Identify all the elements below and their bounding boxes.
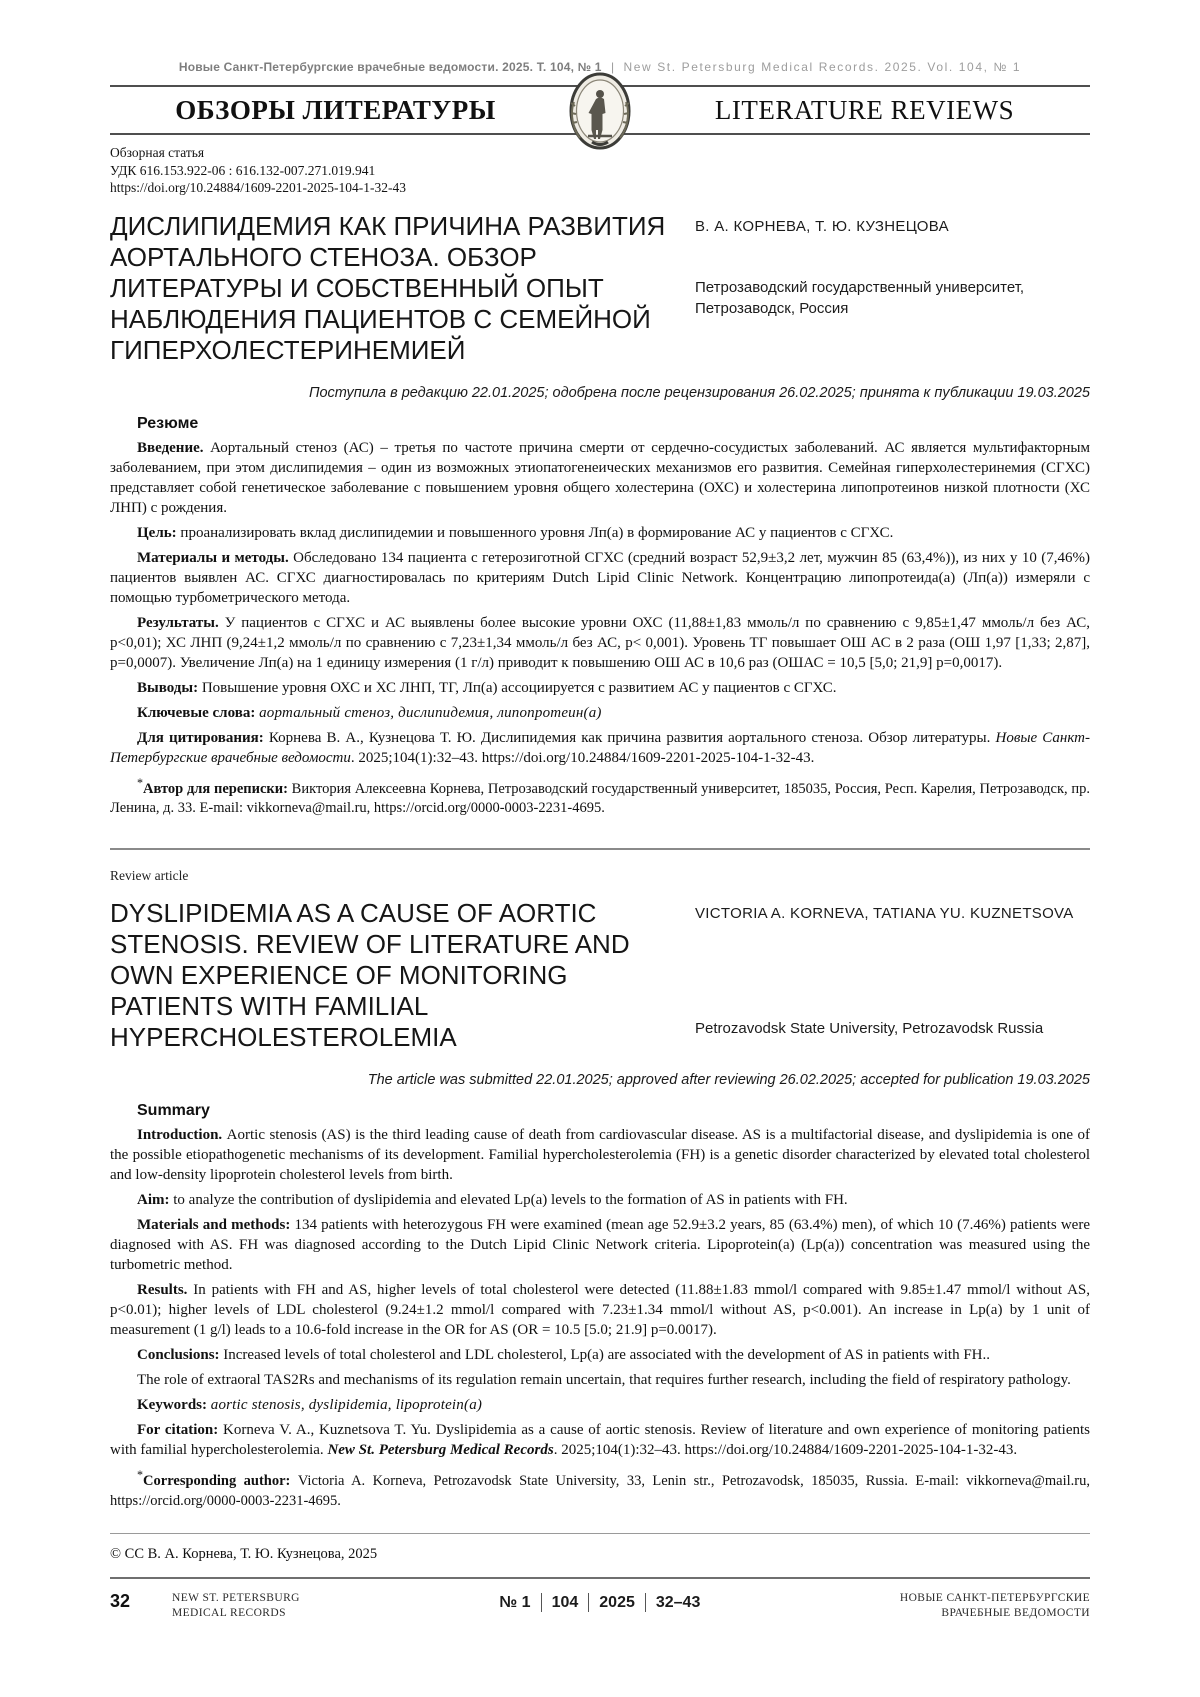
corresponding-text: Victoria A. Korneva, Petrozavodsk State University, 33, Lenin str., Petrozavodsk, 185035, Russia. E-mail: vikkorneva@mail.ru, https://orcid.org/0000-0003-2231-4695. (110, 1473, 1090, 1510)
abstract-paragraph-methods-ru (110, 548, 1090, 608)
citation-ru (110, 728, 1090, 768)
keywords-en (110, 1395, 1090, 1415)
paragraph-text: Increased levels of total cholesterol and LDL cholesterol, Lp(a) are associated with the development of AS in patients with FH.. (223, 1347, 990, 1364)
paragraph-text: Обследовано 134 пациента с гетерозиготной СГХС (средний возраст 52,9±3,2 лет, мужчин 85 (63,4%)), из них у 10 (7,46%) пациентов выявлен АС. СГХС диагностировалась по критериям Dutch Lipid Clinic Network. Концентрацию липопротеида(а) (Лп(а)) измеряли с помощью турбометрического метода. (110, 549, 1090, 606)
paragraph-text: In patients with FH and AS, higher levels of total cholesterol were detected (11.88±1.83 mmol/l compared with 9.85±1.47 mmol/l without AS, p<0.01); higher levels of LDL cholesterol (9.24±1.2 mmol/l compared with 7.23±1.34 mmol/l without AS, p<0.001). An increase in Lp(a) by 1 unit of measurement (1 g/l) leads to a 10.6-fold increase in the OR for AS (OR = 10.5 [5.0; 21.9] p=0.0017). (110, 1282, 1090, 1339)
citation-pre: Корнева В. А., Кузнецова Т. Ю. Дислипидемия как причина развития аортального стеноза. Обзор литературы. (268, 729, 996, 746)
paragraph-text: У пациентов с СГХС и АС выявлены более высокие уровни ОХС (11,88±1,83 ммоль/л по сравнению с 9,85±1,47 ммоль/л без АС, p<0,01); ХС ЛНП (9,24±1,2 ммоль/л по сравнению с 7,23±1,34 ммоль/л без АС, p< 0,001). Уровень ТГ повышает ОШ АС в 2 раза (ОШ 1,97 [1,33; 2,87], p=0,0007). Увеличение Лп(а) на 1 единицу измерения (1 г/л) приводит к повышению ОШ АС в 10,6 раз (ОШАС = 10,5 [5,0; 21,9] p=0,0017). (110, 614, 1091, 671)
corresponding-label: Corresponding author: (143, 1473, 291, 1490)
abstract-paragraph-aim-ru (110, 523, 1090, 543)
copyright-divider-top (110, 1533, 1090, 1534)
footnote-mark: * (137, 775, 144, 790)
article-type-ru: Обзорная статья (110, 145, 205, 160)
citation-label: For citation: (137, 1422, 219, 1439)
running-head-separator: | (610, 60, 615, 74)
journal-emblem-icon (568, 72, 632, 150)
submission-note-ru: Поступила в редакцию 22.01.2025; одобрена после рецензирования 26.02.2025; принята к публикации 19.03.2025 (308, 384, 1090, 401)
article-meta (110, 144, 1090, 197)
affiliation-en: Petrozavodsk State University, Petrozavodsk Russia (695, 1020, 1044, 1038)
footer-journal-en (172, 1591, 300, 1620)
page-footer (110, 1591, 1090, 1620)
abstract-paragraph-results-en (110, 1280, 1090, 1340)
keywords-label: Keywords: (137, 1397, 207, 1414)
footer-separator (541, 1593, 542, 1612)
paragraph-text: Повышение уровня ОХС и ХС ЛНП, ТГ, Лп(а) ассоциируется с развитием АС у пациентов с СГХС. (201, 679, 837, 696)
abstract-paragraph-aim-en (110, 1190, 1090, 1210)
abstract-paragraph-results-ru (110, 613, 1090, 673)
running-head-ru: Новые Санкт-Петербургские врачебные ведомости. 2025. Т. 104, № 1 (178, 60, 602, 74)
paragraph-text: 134 patients with heterozygous FH were examined (mean age 52.9±3.2 years, 85 (63.4%) men), of which 10 (7.46%) patients were diagnosed with AS. FH was diagnosed according to the Dutch Lipid Clinic Network criteria. Lipoprotein(a) (Lp(a)) concentration was measured using the turbometric method. (110, 1217, 1090, 1274)
abstract-paragraph-conclusions-en (110, 1345, 1090, 1365)
citation-journal: Новые Санкт-Петербургские врачебные ведомости (110, 729, 1090, 766)
abstract-paragraph-introduction-en (110, 1125, 1090, 1185)
abstract-paragraph-conclusions-ru (110, 678, 1090, 698)
title-block-en (110, 898, 1090, 1053)
affiliation-ru: Петрозаводский государственный университет, Петрозаводск, Россия (695, 278, 1025, 317)
abstract-heading-en: Summary (137, 1102, 210, 1120)
udc-code: УДК 616.153.922-06 : 616.132-007.271.019.941 (110, 162, 376, 178)
corresponding-author-ru (110, 773, 1090, 819)
citation-post: . 2025;104(1):32–43. https://doi.org/10.24884/1609-2201-2025-104-1-32-43. (553, 1442, 1018, 1459)
paragraph-label: Материалы и методы. (137, 549, 289, 566)
footer-issue-number: № 1 (499, 1593, 531, 1611)
paragraph-text: Aortic stenosis (AS) is the third leading cause of death from cardiovascular disease. AS is a multifactorial disease, and dyslipidemia is one of the possible etiopathogenetic mechanisms of its development. Familial hypercholesterolemia (FH) is a genetic disorder characterized by elevated total cholesterol and low-density lipoprotein cholesterol levels from birth. (110, 1127, 1091, 1184)
keywords-text: аортальный стеноз, дислипидемия, липопротеин(а) (259, 704, 602, 721)
copyright-line: © СС В. А. Корнева, Т. Ю. Кузнецова, 2025 (110, 1546, 378, 1563)
footer-journal-ru (900, 1591, 1090, 1620)
paragraph-label: Цель: (137, 524, 177, 541)
footer-pages: 32–43 (655, 1593, 701, 1611)
abstract-paragraph-introduction-ru (110, 438, 1090, 518)
footnote-mark: * (137, 1468, 144, 1483)
submission-note-en: The article was submitted 22.01.2025; approved after reviewing 26.02.2025; accepted for publication 19.03.2025 (367, 1072, 1090, 1089)
corresponding-text: Виктория Алексеевна Корнева, Петрозаводский государственный университет, 185035, Россия, Респ. Карелия, Петрозаводск, пр. Ленина, д. 33. E-mail: vikkorneva@mail.ru, https://orcid.org/0000-0003-2231-4695. (110, 780, 1091, 817)
paragraph-label: Results. (137, 1282, 188, 1299)
footer-issue-info (300, 1591, 900, 1612)
paragraph-label: Conclusions: (137, 1347, 220, 1364)
section-divider (110, 848, 1090, 850)
corresponding-label: Автор для переписки: (143, 780, 288, 797)
footer-journal-en-line1: NEW ST. PETERSBURG (172, 1592, 300, 1605)
footer-volume: 104 (551, 1593, 579, 1611)
running-head-en: New St. Petersburg Medical Records. 2025. Vol. 104, № 1 (623, 60, 1022, 74)
footer-journal-ru-line1: НОВЫЕ САНКТ-ПЕТЕРБУРГСКИЕ (899, 1592, 1090, 1605)
article-title-en: DYSLIPIDEMIA AS A CAUSE OF AORTIC STENOSIS. REVIEW OF LITERATURE AND OWN EXPERIENCE OF MONITORING PATIENTS WITH FAMILIAL HYPERCHOLESTEROLEMIA (110, 898, 630, 1053)
footer-journal-en-line2: MEDICAL RECORDS (172, 1606, 286, 1619)
paragraph-text: проанализировать вклад дислипидемии и повышенного уровня Лп(а) в формирование АС у пациентов с СГХС. (180, 524, 894, 541)
citation-en (110, 1420, 1090, 1460)
paragraph-text: The role of extraoral TAS2Rs and mechanisms of its regulation remain uncertain, that requires further research, including the field of respiratory pathology. (137, 1372, 1071, 1389)
section-title-en: LITERATURE REVIEWS (714, 94, 1015, 125)
footer-separator (588, 1593, 589, 1612)
doi-link[interactable]: https://doi.org/10.24884/1609-2201-2025-104-1-32-43 (110, 180, 406, 195)
paragraph-label: Materials and methods: (137, 1217, 291, 1234)
paragraph-label: Aim: (137, 1192, 170, 1209)
corresponding-author-en (110, 1465, 1090, 1511)
footer-year: 2025 (599, 1593, 635, 1611)
authors-ru: В. А. КОРНЕВА, Т. Ю. КУЗНЕЦОВА (695, 217, 949, 235)
copyright-divider-bottom (110, 1577, 1090, 1579)
keywords-label: Ключевые слова: (137, 704, 256, 721)
section-title-ru: ОБЗОРЫ ЛИТЕРАТУРЫ (175, 94, 496, 125)
page-number: 32 (110, 1591, 131, 1612)
article-type-en: Review article (110, 868, 189, 884)
citation-label: Для цитирования: (137, 729, 264, 746)
paragraph-label: Выводы: (137, 679, 199, 696)
citation-pre: Korneva V. A., Kuznetsova T. Yu. Dyslipidemia as a cause of aortic stenosis. Review of literature and own experience of monitoring patients with familial hypercholesterolemia. (110, 1422, 1090, 1459)
abstract-paragraph-methods-en (110, 1215, 1090, 1275)
keywords-text: aortic stenosis, dyslipidemia, lipoprotein(a) (210, 1397, 483, 1414)
paragraph-label: Introduction. (137, 1127, 223, 1144)
paragraph-text: Аортальный стеноз (АС) – третья по частоте причина смерти от сердечно-сосудистых заболеваний. АС является мультифакторным заболеванием, при этом дислипидемия – один из возможных этиопатогенеических механизмов его развития. Семейная гиперхолестеринемия (СГХС) представляет собой генетическое заболевание с повышением уровня общего холестерина (ОХС) и холестерина липопротеинов низкой плотности (ХС ЛНП) с рождения. (110, 439, 1090, 516)
footer-separator (645, 1593, 646, 1612)
footer-journal-ru-line2: ВРАЧЕБНЫЕ ВЕДОМОСТИ (941, 1606, 1090, 1619)
paragraph-label: Введение. (137, 439, 204, 456)
title-block-ru (110, 211, 1090, 366)
paragraph-text: to analyze the contribution of dyslipidemia and elevated Lp(a) levels to the formation of AS in patients with FH. (173, 1192, 848, 1209)
section-bar (110, 85, 1090, 135)
article-title-ru: ДИСЛИПИДЕМИЯ КАК ПРИЧИНА РАЗВИТИЯ АОРТАЛЬНОГО СТЕНОЗА. ОБЗОР ЛИТЕРАТУРЫ И СОБСТВЕННЫЙ ОПЫТ НАБЛЮДЕНИЯ ПАЦИЕНТОВ С СЕМЕЙНОЙ ГИПЕРХОЛЕСТЕРИНЕМИЕЙ (110, 210, 666, 365)
keywords-ru (110, 703, 1090, 723)
citation-journal: New St. Petersburg Medical Records (327, 1442, 554, 1459)
paragraph-label: Результаты. (137, 614, 219, 631)
abstract-paragraph-note-en (110, 1370, 1090, 1390)
citation-post: . 2025;104(1):32–43. https://doi.org/10.24884/1609-2201-2025-104-1-32-43. (350, 749, 815, 766)
authors-en: VICTORIA A. KORNEVA, TATIANA YU. KUZNETSOVA (695, 905, 1074, 923)
abstract-heading-ru: Резюме (137, 414, 199, 432)
